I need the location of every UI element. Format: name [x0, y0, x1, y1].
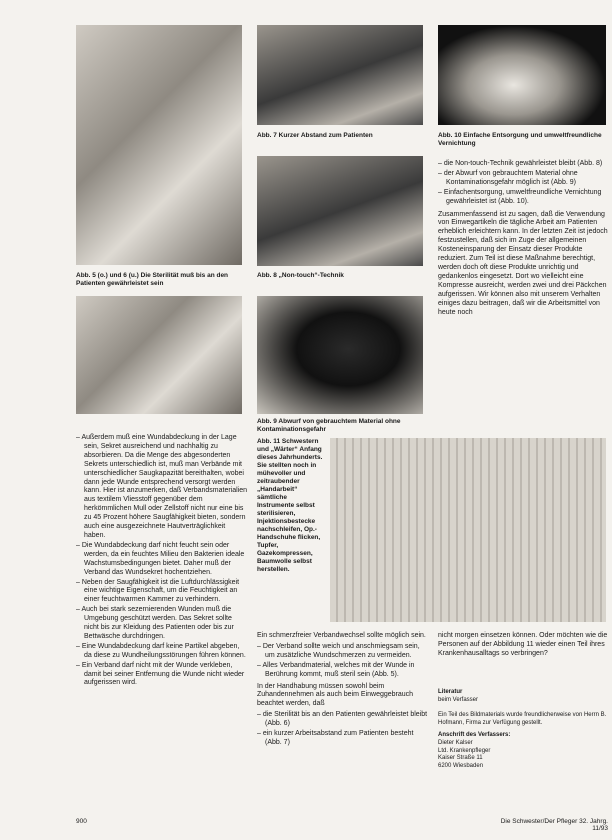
journal-footer: Die Schwester/Der Pfleger 32. Jahrg. 11/93 — [500, 818, 608, 832]
list-item: – Neben der Saugfähigkeit ist die Luftdurchlässigkeit eine wichtige Eigenschaft, um die Feuchtigkeit an einer feuchtwarmen Kammer zu verhindern. — [76, 579, 248, 606]
left-list — [76, 434, 248, 688]
right-column — [438, 160, 610, 319]
bottom-right-column — [438, 632, 610, 661]
middle-paragraph: In der Handhabung müssen sowohl beim Zuhandennehmen als auch beim Einweggebrauch beachtet werden, daß — [257, 682, 414, 708]
middle-column — [257, 632, 429, 749]
middle-intro: Ein schmerzfreier Verbandwechsel sollte möglich sein. — [257, 632, 426, 639]
figure-6-photo — [76, 296, 242, 414]
figure-9-caption: Abb. 9 Abwurf von gebrauchtem Material ohne Kontaminationsgefahr — [257, 418, 401, 433]
list-item: – Der Verband sollte weich und anschmiegsam sein, um zusätzliche Wundschmerzen zu vermeiden. — [257, 643, 429, 661]
list-item: – der Abwurf von gebrauchtem Material ohne Kontaminationsgefahr möglich ist (Abb. 9) — [438, 170, 610, 188]
figure-10-photo — [438, 25, 606, 125]
figure-5-caption: Abb. 5 (o.) und 6 (u.) Die Sterilität muß bis an den Patienten gewährleistet sein — [76, 272, 229, 287]
list-item: – Eine Wundabdeckung darf keine Partikel abgeben, da diese zu Wundheilungsstörungen führen können. — [76, 643, 248, 661]
literature-heading: Literatur — [438, 689, 463, 695]
list-item: – ein kurzer Arbeitsabstand zum Patienten besteht (Abb. 7) — [257, 730, 429, 748]
figure-8-photo — [257, 156, 423, 266]
figure-5-photo — [76, 25, 242, 265]
photo-credit: Ein Teil des Bildmaterials wurde freundlicherweise von Herrn B. Hofmann, Firma zur Verfügung gestellt. — [438, 712, 607, 726]
references-block — [438, 684, 610, 770]
list-item: – Alles Verbandmaterial, welches mit der Wunde in Berührung kommt, muß steril sein (Abb. 5). — [257, 662, 429, 680]
list-item: – Ein Verband darf nicht mit der Wunde verkleben, damit bei seiner Entfernung die Wunde nicht wieder aufgerissen wird. — [76, 662, 248, 689]
middle-list — [257, 643, 429, 680]
middle-list-2 — [257, 711, 429, 748]
figure-9-photo — [257, 296, 423, 414]
address-line: Dieter Kalser — [438, 739, 473, 746]
figure-7-caption: Abb. 7 Kurzer Abstand zum Patienten — [257, 132, 373, 139]
address-line: Kaiser Straße 11 — [438, 755, 483, 762]
address-line: Ltd. Krankenpfleger — [438, 747, 491, 754]
figure-8-caption: Abb. 8 „Non-touch“-Technik — [257, 272, 344, 279]
literature-text: beim Verfasser — [438, 696, 479, 703]
figure-10-caption: Abb. 10 Einfache Entsorgung und umweltfreundliche Vernichtung — [438, 132, 602, 147]
list-item: – Außerdem muß eine Wundabdeckung in der Lage sein, Sekret ausreichend und nachhaltig zu absorbieren. Da die Menge des abgesonderten Sekrets unterschiedlich ist, muß man Verbände mit unterschiedlicher Saugkapazität bereithalten, wobei dann jede Wunde entsprechend versorgt werden kann. Hier ist anzumerken, daß Verbandsmaterialien aus textilem Vliesstoff gegenüber dem herkömmlichen Mull oder Zellstoff nicht nur eine bis zu 45 Prozent höhere Saugfähigkeit bieten, sondern auch eine ausgezeichnete Hautverträglichkeit haben. — [76, 434, 248, 541]
list-item: – Auch bei stark sezernierenden Wunden muß die Umgebung geschützt werden. Das Sekret sollte nicht bis zur Kleidung des Patienten oder bis zur Bettwäsche durchdringen. — [76, 606, 248, 642]
list-item: – die Sterilität bis an den Patienten gewährleistet bleibt (Abb. 6) — [257, 711, 429, 729]
closing-paragraph: nicht morgen einsetzen können. Oder möchten wie die Personen auf der Abbildung 11 wieder einen Teil ihres Krankenhausalltags so verbringen? — [438, 632, 608, 657]
figure-7-photo — [257, 25, 423, 125]
left-column — [76, 434, 248, 689]
list-item: – Die Wundabdeckung darf nicht feucht sein oder werden, da ein feuchtes Milieu den Bakterien ideale Wachstumsbedingungen bietet. Daher muß der Verband das Wundsekret hochentziehen. — [76, 542, 248, 578]
figure-11-caption: Abb. 11 Schwestern und „Wärter“ Anfang dieses Jahrhunderts. Sie stellten noch in mühevoller und zeitraubender „Handarbeit“ sämtliche Instrumente selbst sterilisieren, Injektionsbestecke nachschleifen, Op.-Handschuhe flicken, Tupfer, Gazekompressen, Baumwolle selbst herstellen. — [257, 438, 323, 573]
list-item: – die Non-touch-Technik gewährleistet bleibt (Abb. 8) — [438, 160, 610, 169]
address-heading: Anschrift des Verfassers: — [438, 732, 511, 739]
right-paragraph: Zusammenfassend ist zu sagen, daß die Verwendung von Einwegartikeln die tägliche Arbeit am Patienten erheblich erleichtern kann. In der letzten Zeit ist jedoch festzustellen, daß sich im Zuge der allgemeinen Kosteneinsparung der Einsatz dieser Produkte reduziert. Zum Teil ist diese Maßnahme berechtigt, werden doch oft diese Produkte unrichtig und gedankenlos eingesetzt. Dort wo vielleicht eine Kompresse ausreicht, werden zwei und drei Päckchen aufgerissen. Wir können also mit unserem Verhalten einiges dazu beitragen, daß wir die Arbeitsmittel von heute noch — [438, 210, 608, 316]
list-item: – Einfachentsorgung, umweltfreundliche Vernichtung gewährleistet ist (Abb. 10). — [438, 189, 610, 207]
figure-11-photo — [330, 438, 606, 622]
address-line: 6200 Wiesbaden — [438, 762, 484, 769]
page-number: 900 — [76, 818, 87, 825]
right-list — [438, 160, 610, 207]
